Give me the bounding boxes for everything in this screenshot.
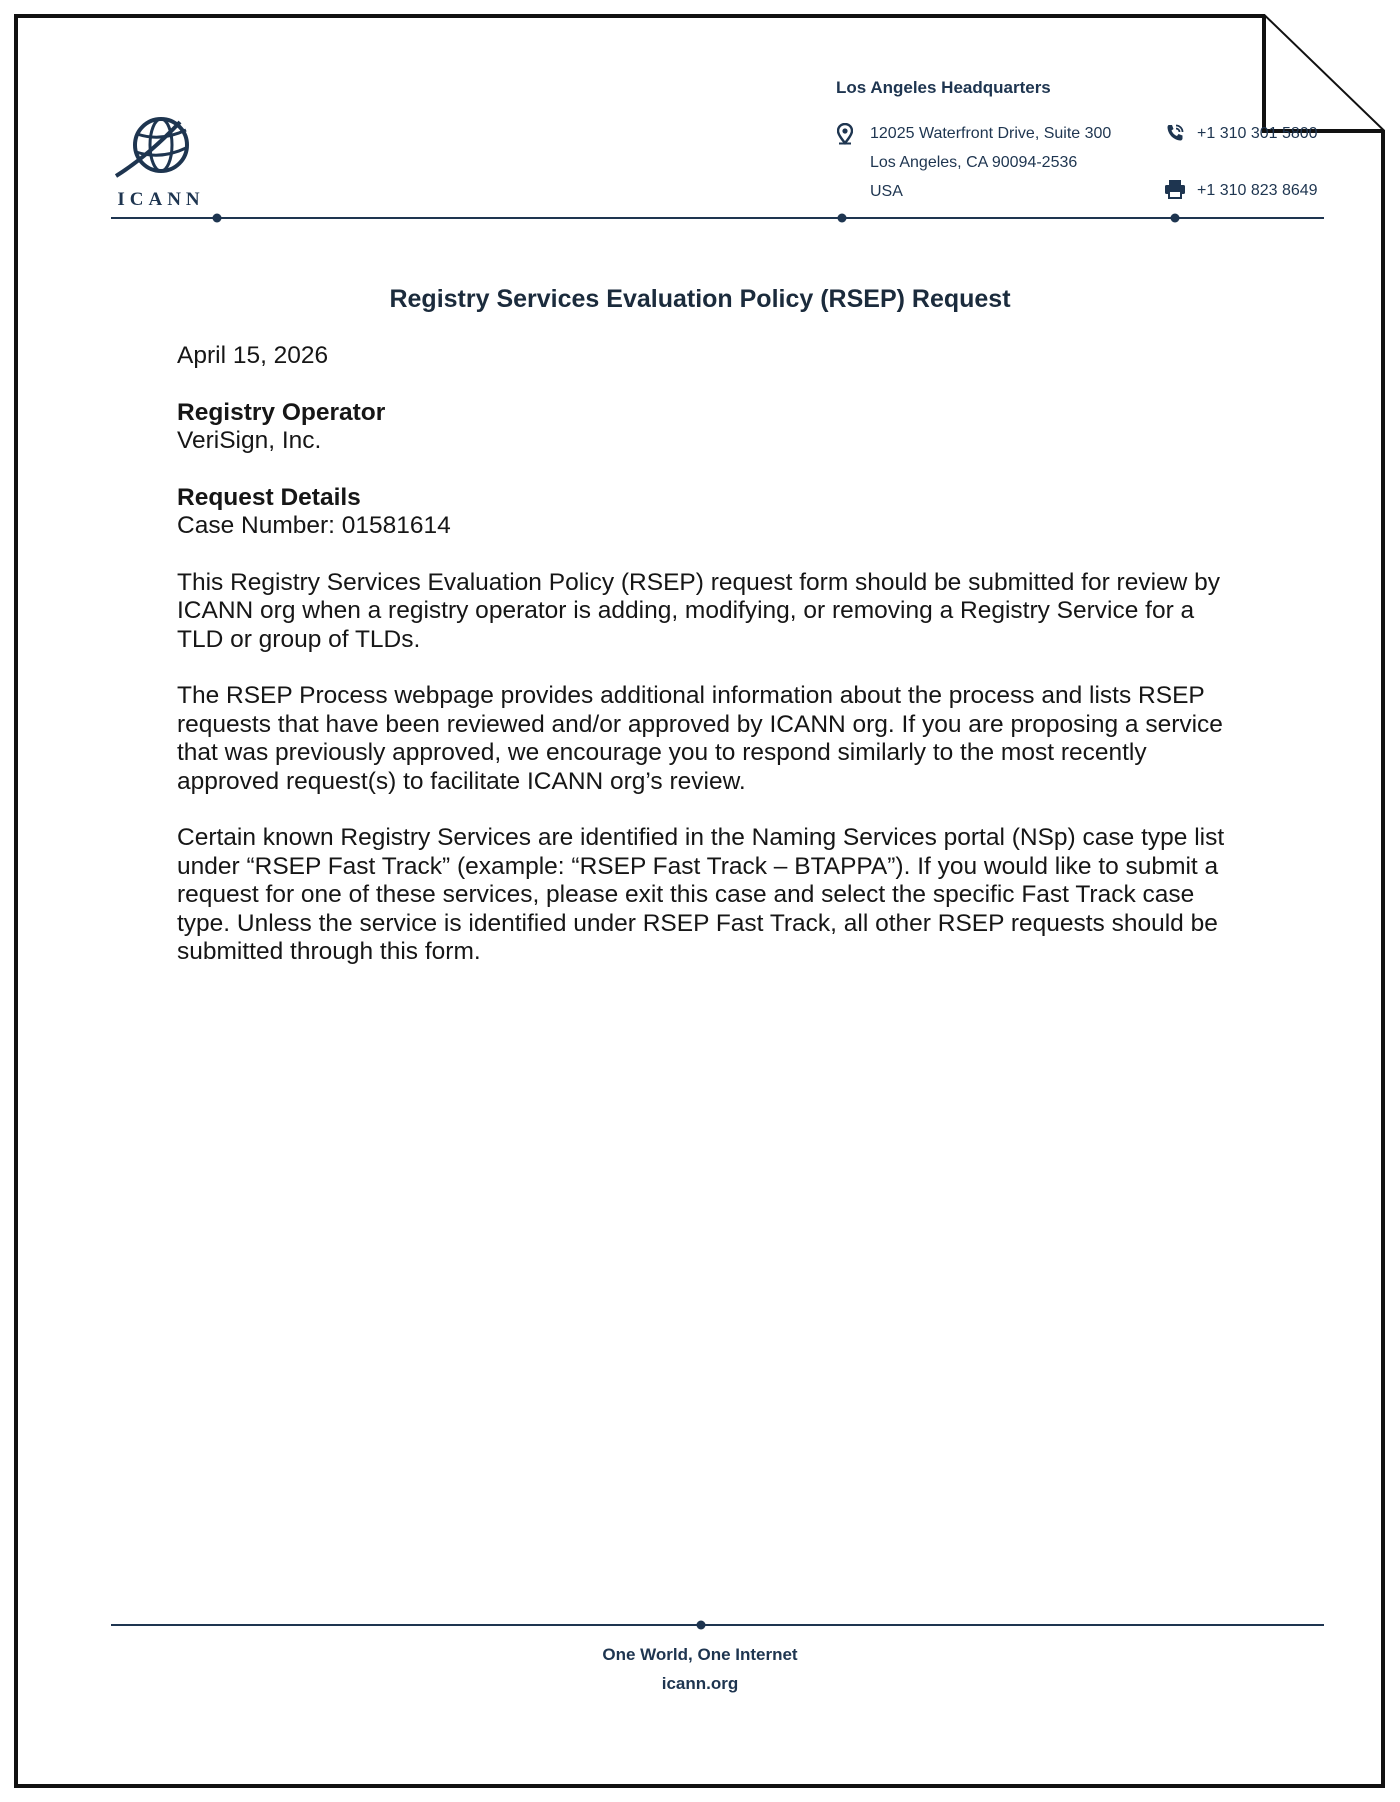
map-pin-icon bbox=[837, 123, 853, 145]
document-body bbox=[177, 342, 1237, 967]
phone-icon bbox=[1165, 123, 1185, 143]
fax-icon bbox=[1164, 179, 1186, 199]
paragraph: This Registry Services Evaluation Policy (RSEP) request form should be submitted for review by ICANN org when a registry operator is adding, modifying, or removing a Registry Service for a TLD or group of TLDs. bbox=[177, 568, 1221, 653]
request-details-heading: Request Details bbox=[177, 483, 361, 511]
registry-operator-value: VeriSign, Inc. bbox=[177, 427, 322, 454]
paragraph: Certain known Registry Services are identified in the Naming Services portal (NSp) case type list under “RSEP Fast Track” (example: “RSEP Fast Track – BTAPPA”). If you would like to submit a request for one of these services, please exit this case and select the specific Fast Track case type. Unless the service is identified under RSEP Fast Track, all other RSEP requests should be submitted through this form. bbox=[177, 824, 1225, 965]
address-line-1: 12025 Waterfront Drive, Suite 300 bbox=[870, 125, 1112, 142]
icann-logo bbox=[108, 112, 214, 210]
registry-operator-heading: Registry Operator bbox=[177, 398, 386, 426]
address-line-3: USA bbox=[870, 183, 903, 200]
case-number: Case Number: 01581614 bbox=[177, 512, 451, 539]
footer-tagline: One World, One Internet bbox=[602, 1645, 798, 1664]
footer-site-link[interactable]: icann.org bbox=[661, 1674, 739, 1693]
paragraph: The RSEP Process webpage provides additional information about the process and lists RSEP requests that have been reviewed and/or approved by ICANN org. If you are proposing a service that was previously approved, we encourage you to respond similarly to the most recently approved request(s) to facilitate ICANN org’s review. bbox=[177, 682, 1223, 795]
document-title: Registry Services Evaluation Policy (RSEP) Request bbox=[389, 285, 1011, 313]
fax-number: +1 310 823 8649 bbox=[1197, 182, 1318, 199]
hq-title: Los Angeles Headquarters bbox=[836, 78, 1051, 97]
logo-text: ICANN bbox=[117, 189, 205, 210]
phone-number: +1 310 301 5800 bbox=[1197, 125, 1318, 142]
globe-logo-icon bbox=[108, 112, 214, 182]
address-line-2: Los Angeles, CA 90094-2536 bbox=[870, 154, 1078, 171]
document-date: April 15, 2026 bbox=[177, 342, 329, 369]
